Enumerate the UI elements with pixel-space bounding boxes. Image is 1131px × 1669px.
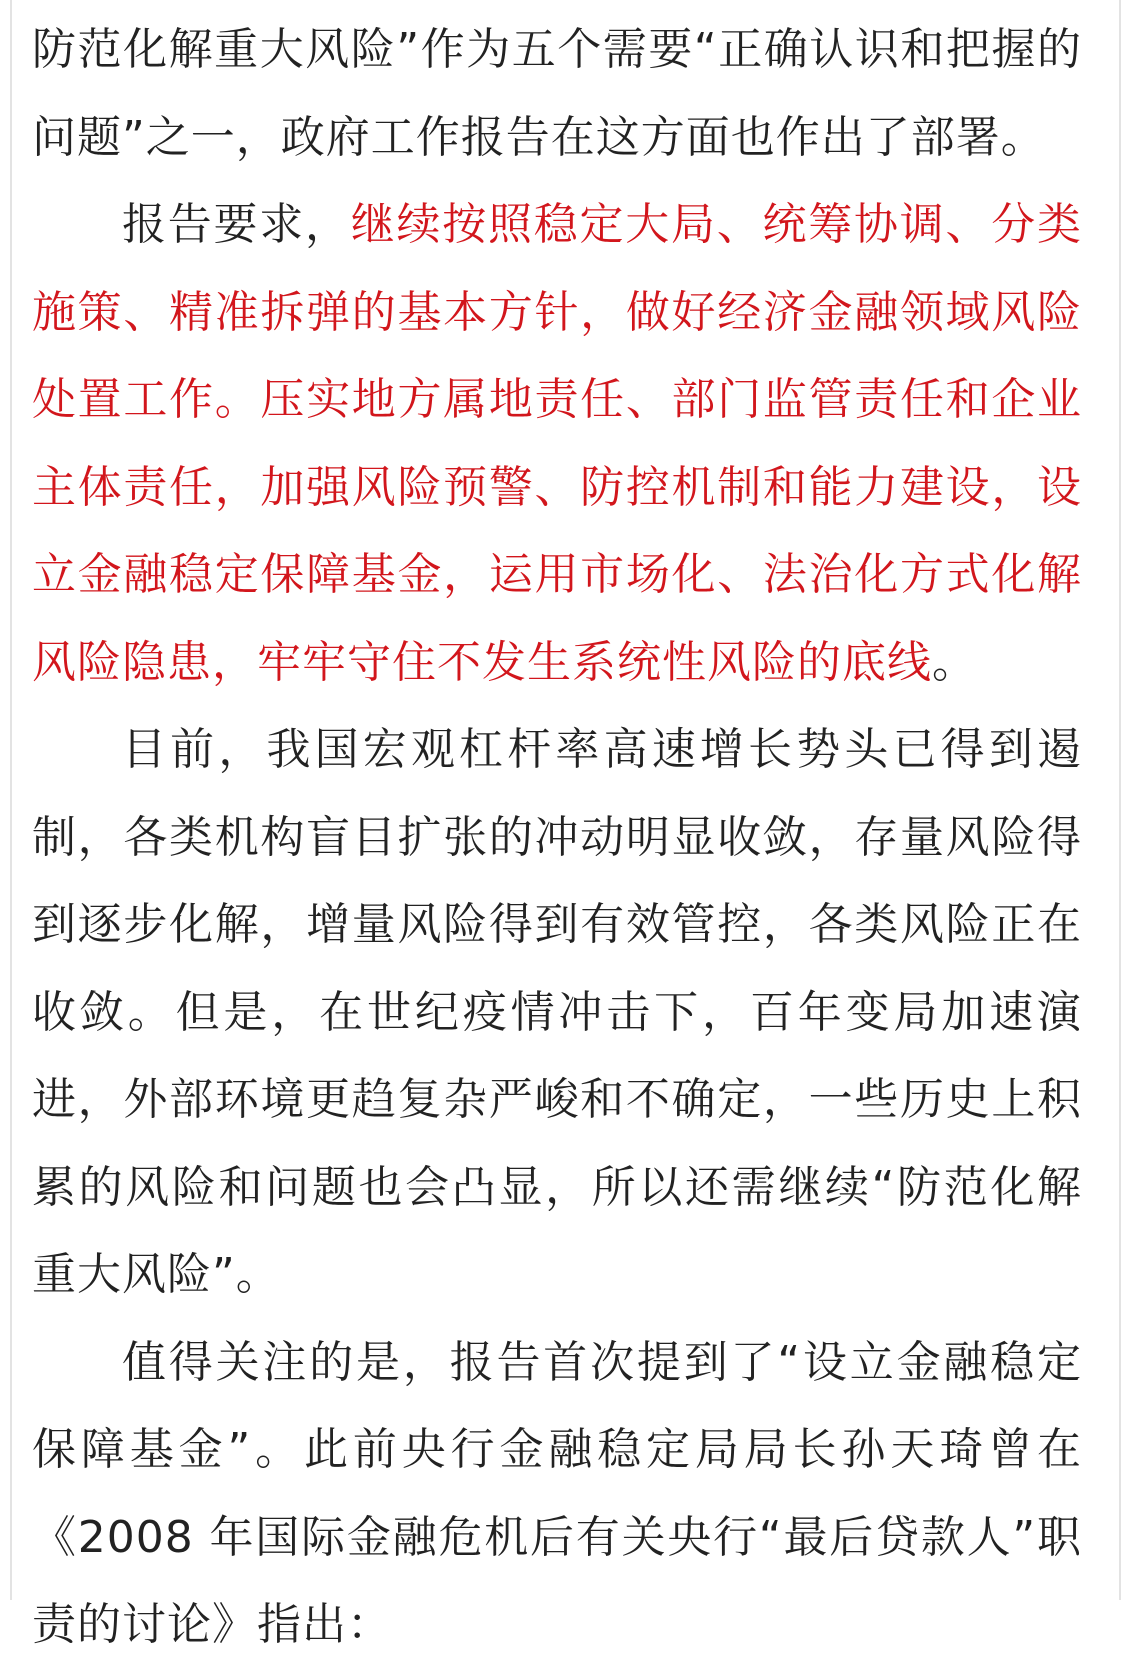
article-body bbox=[32, 6, 1082, 1669]
paragraph-1-text: 防范化解重大风险”作为五个需要“正确认识和把握的问题”之一，政府工作报告在这方面也作出了部署。 bbox=[32, 24, 1082, 163]
left-border-line bbox=[10, 0, 12, 1600]
paragraph-4-text: 值得关注的是，报告首次提到了“设立金融稳定保障基金”。此前央行金融稳定局局长孙天琦曾在《2008 年国际金融危机后有关央行“最后贷款人”职责的讨论》指出： bbox=[32, 1336, 1082, 1650]
paragraph-2-lead: 报告要求， bbox=[122, 199, 351, 250]
right-border-line bbox=[1119, 0, 1121, 1600]
paragraph-4 bbox=[32, 1319, 1082, 1669]
paragraph-2-tail: 。 bbox=[932, 636, 977, 688]
paragraph-2-highlight: 继续按照稳定大局、统筹协调、分类施策、精准拆弹的基本方针，做好经济金融领域风险处置工作。压实地方属地责任、部门监管责任和企业主体责任，加强风险预警、防控机制和能力建设，设立金融稳定保障基金，运用市场化、法治化方式化解风险隐患，牢牢守住不发生系统性风险的底线 bbox=[32, 199, 1082, 688]
paragraph-2 bbox=[32, 181, 1082, 706]
paragraph-3-text: 目前，我国宏观杠杆率高速增长势头已得到遏制，各类机构盲目扩张的冲动明显收敛，存量风险得到逐步化解，增量风险得到有效管控，各类风险正在收敛。但是，在世纪疫情冲击下，百年变局加速演进，外部环境更趋复杂严峻和不确定，一些历史上积累的风险和问题也会凸显，所以还需继续“防范化解重大风险”。 bbox=[32, 724, 1082, 1300]
paragraph-1 bbox=[32, 6, 1082, 181]
paragraph-3 bbox=[32, 706, 1082, 1319]
